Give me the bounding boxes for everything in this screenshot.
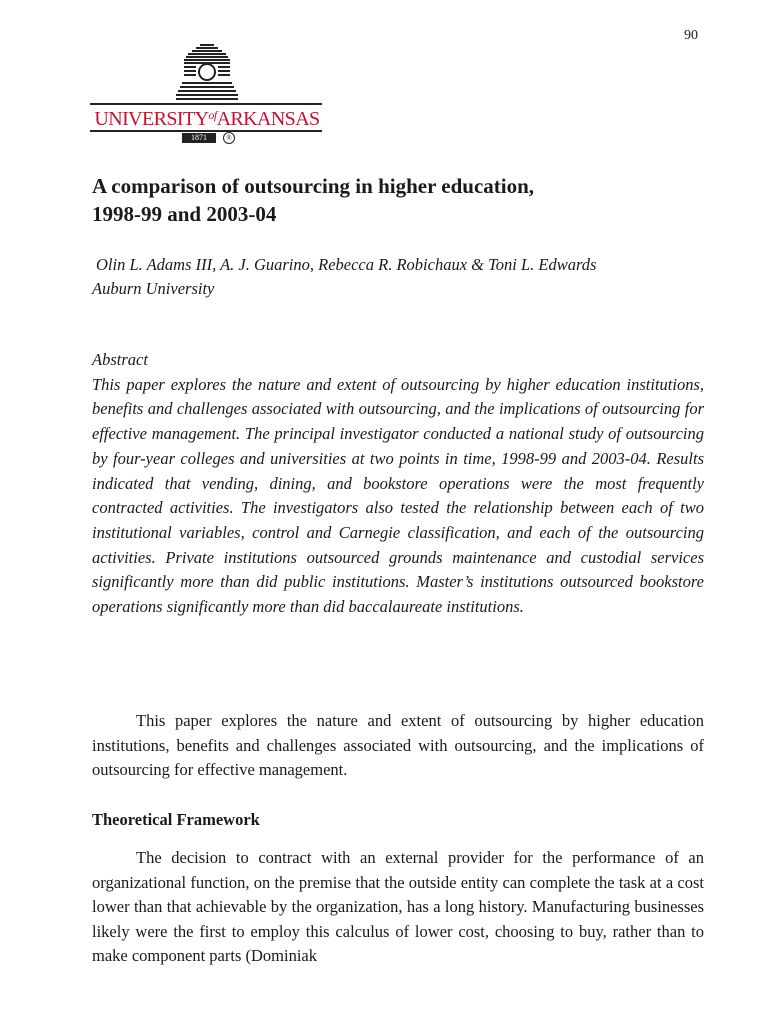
university-logo — [90, 44, 324, 144]
title-line-2: 1998-99 and 2003-04 — [92, 202, 277, 226]
logo-bottom-rule — [90, 130, 322, 132]
section-paragraph: The decision to contract with an external provider for the performance of an organizational function, on the premise that the outside entity can complete the task at a cost lower than that achievable by the organization, has a long history. Manufacturing businesses likely were the first to employ this calculus of lower cost, choosing to buy, rather than to make component parts (Dominiak — [92, 848, 704, 965]
section-heading: Theoretical Framework — [92, 810, 260, 829]
author-names: Olin L. Adams III, A. J. Guarino, Rebecca R. Robichaux & Toni L. Edwards — [96, 255, 597, 274]
page-number: 90 — [684, 28, 698, 43]
title-line-1: A comparison of outsourcing in higher education, — [92, 174, 535, 198]
intro-paragraph: This paper explores the nature and extent of outsourcing by higher education institutions, benefits and challenges associated with outsourcing, and the implications of outsourcing for effective management. — [92, 711, 704, 779]
logo-wordmark: $UNIVERSITY^{of}ARKANSAS$ — [94, 108, 320, 130]
old-main-building-icon — [176, 44, 238, 100]
affiliation: Auburn University — [92, 279, 215, 298]
logo-year: 1871 — [182, 133, 216, 143]
abstract-text: This paper explores the nature and extent of outsourcing by higher education institutions, benefits and challenges associated with outsourcing, and the implications of outsourcing for effective management. The principal investigator conducted a national study of outsourcing by four-year colleges and universities at two points in time, 1998-99 and 2003-04. Results indicated that vending, dining, and bookstore operations were the most frequently contracted activities. The investigators also tested the relationship between each of two institutional variables, control and Carnegie classification, and each of the outsourcing activities. Private institutions outsourced grounds maintenance and custodial services significantly more than did public institutions. Master’s institutions outsourced bookstore operations significantly more than did baccalaureate institutions. — [92, 374, 704, 617]
author-block — [92, 253, 712, 301]
registered-mark: ® — [223, 132, 235, 144]
paper-title — [92, 172, 692, 228]
abstract — [92, 348, 704, 620]
logo-top-rule — [90, 103, 322, 105]
abstract-heading: Abstract — [92, 350, 148, 369]
